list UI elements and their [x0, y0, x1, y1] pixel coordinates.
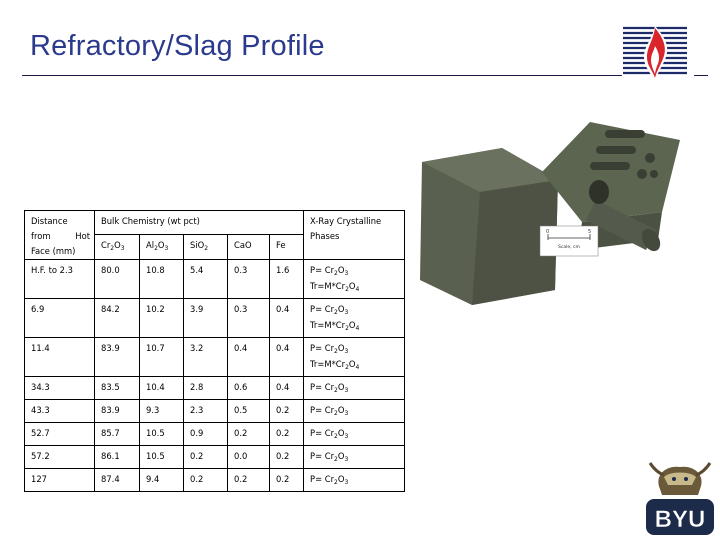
cell-distance: 57.2: [25, 446, 95, 469]
cell-cr2o3: 86.1: [95, 446, 140, 469]
cell-distance: 6.9: [25, 299, 95, 338]
cell-cr2o3: 80.0: [95, 260, 140, 299]
cell-sio2: 0.2: [184, 446, 228, 469]
scale-start: 0: [546, 229, 550, 235]
cell-distance: 43.3: [25, 400, 95, 423]
cell-cao: 0.2: [228, 469, 270, 492]
cell-sio2: 5.4: [184, 260, 228, 299]
title-underline: [22, 75, 622, 76]
scale-end: 5: [588, 229, 592, 235]
cell-cr2o3: 83.9: [95, 338, 140, 377]
cell-sio2: 2.3: [184, 400, 228, 423]
title-underline-right: [694, 75, 708, 76]
cell-cao: 0.2: [228, 423, 270, 446]
cell-fe: 0.4: [270, 377, 304, 400]
cell-al2o3: 10.7: [140, 338, 184, 377]
cell-cao: 0.4: [228, 338, 270, 377]
cell-fe: 0.2: [270, 446, 304, 469]
cell-sio2: 0.9: [184, 423, 228, 446]
cell-cao: 0.0: [228, 446, 270, 469]
byu-text: BYU: [654, 506, 706, 533]
refractory-sample-photo: [410, 100, 720, 310]
table-row: [25, 423, 405, 446]
cell-distance: 34.3: [25, 377, 95, 400]
table-row: [25, 299, 405, 338]
byu-logo-icon: [640, 455, 720, 540]
bulk-chemistry-header: Bulk Chemistry (wt pct): [95, 211, 304, 235]
cell-distance: 11.4: [25, 338, 95, 377]
col-al2o3: $Al_2O_3$: [140, 234, 184, 259]
cell-al2o3: 9.3: [140, 400, 184, 423]
cell-sio2: 3.9: [184, 299, 228, 338]
table-row: [25, 469, 405, 492]
scale-label: Scale, cm: [558, 245, 580, 250]
cell-cao: 0.5: [228, 400, 270, 423]
cell-fe: 1.6: [270, 260, 304, 299]
cell-fe: 0.2: [270, 400, 304, 423]
cell-phases: $P= Cr_2O_3$: [304, 469, 405, 492]
col-sio2: SiO$_2$: [184, 234, 228, 259]
cell-cr2o3: 87.4: [95, 469, 140, 492]
table-row: [25, 400, 405, 423]
cell-sio2: 0.2: [184, 469, 228, 492]
cell-phases: $P= Cr_2O_3$: [304, 377, 405, 400]
cell-fe: 0.2: [270, 469, 304, 492]
table-row: [25, 338, 405, 377]
cell-cr2o3: 83.9: [95, 400, 140, 423]
table-row: [25, 446, 405, 469]
flame-logo-icon: [620, 24, 690, 84]
slag-profile-table: [24, 210, 405, 492]
cell-cr2o3: 83.5: [95, 377, 140, 400]
col-cr2o3: $Cr_2O_3$: [95, 234, 140, 259]
cell-cr2o3: 84.2: [95, 299, 140, 338]
cell-al2o3: 10.8: [140, 260, 184, 299]
cell-cr2o3: 85.7: [95, 423, 140, 446]
cell-al2o3: 10.2: [140, 299, 184, 338]
cell-sio2: 3.2: [184, 338, 228, 377]
xray-header: X-Ray Crystalline Phases: [304, 211, 405, 260]
cell-phases: $P= Cr_2O_3$ $Tr=M*Cr_2O_4$: [304, 260, 405, 299]
cell-phases: $P= Cr_2O_3$: [304, 400, 405, 423]
cell-distance: H.F. to 2.3: [25, 260, 95, 299]
cell-al2o3: 9.4: [140, 469, 184, 492]
cell-phases: $P= Cr_2O_3$: [304, 423, 405, 446]
cell-cao: 0.6: [228, 377, 270, 400]
cell-phases: $P= Cr_2O_3$: [304, 446, 405, 469]
cell-cao: 0.3: [228, 260, 270, 299]
cell-al2o3: 10.5: [140, 446, 184, 469]
slide-title: Refractory/Slag Profile: [30, 30, 325, 62]
col-fe: Fe: [270, 234, 304, 259]
cell-phases: $P= Cr_2O_3$ $Tr=M*Cr_2O_4$: [304, 338, 405, 377]
table-header-row-1: [25, 211, 405, 235]
cell-distance: 52.7: [25, 423, 95, 446]
table-row: [25, 377, 405, 400]
cell-phases: $P= Cr_2O_3$ $Tr=M*Cr_2O_4$: [304, 299, 405, 338]
cell-sio2: 2.8: [184, 377, 228, 400]
table-row: [25, 260, 405, 299]
distance-header: Distance from Hot Face (mm): [25, 211, 95, 260]
cell-fe: 0.4: [270, 299, 304, 338]
cell-cao: 0.3: [228, 299, 270, 338]
cell-al2o3: 10.4: [140, 377, 184, 400]
col-cao: CaO: [228, 234, 270, 259]
cell-fe: 0.2: [270, 423, 304, 446]
cell-al2o3: 10.5: [140, 423, 184, 446]
cell-distance: 127: [25, 469, 95, 492]
cell-fe: 0.4: [270, 338, 304, 377]
